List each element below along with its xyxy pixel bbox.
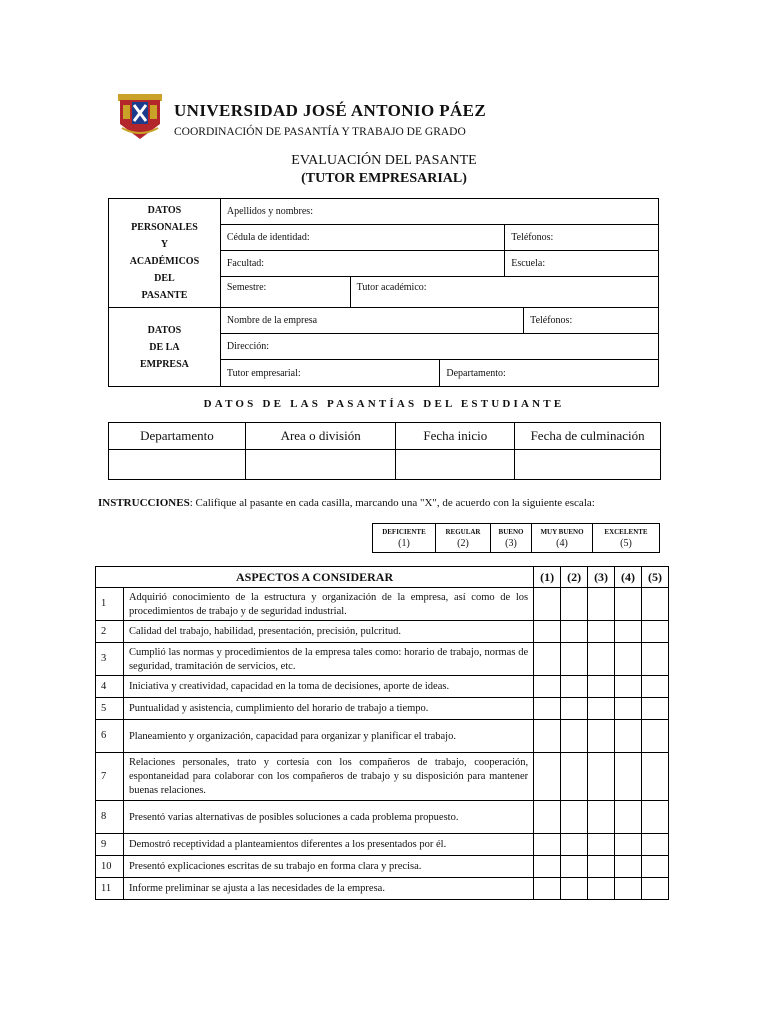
aspect-row [96,856,669,878]
col-start-date: Fecha inicio [396,423,515,450]
score-cell-2[interactable] [561,643,588,676]
aspect-number: 7 [96,753,124,801]
score-cell-3[interactable] [588,753,615,801]
instructions-label: INSTRUCCIONES [98,497,190,509]
score-cell-4[interactable] [615,621,642,643]
score-cell-4[interactable] [615,676,642,698]
internship-data-table [108,422,661,480]
score-cell-1[interactable] [534,753,561,801]
score-cell-3[interactable] [588,878,615,900]
aspect-number: 2 [96,621,124,643]
scale-deficiente: DEFICIENTE (1) [373,524,436,553]
university-name: UNIVERSIDAD JOSÉ ANTONIO PÁEZ [174,101,487,120]
score-cell-1[interactable] [534,676,561,698]
score-cell-1[interactable] [534,588,561,621]
personal-section-label: DATOS PERSONALES Y ACADÉMICOS DEL PASANTE [109,199,221,308]
score-cell-2[interactable] [561,856,588,878]
score-cell-5[interactable] [642,878,669,900]
score-cell-2[interactable] [561,720,588,753]
aspect-text: Planeamiento y organización, capacidad para organizar y planificar el trabajo. [123,720,533,753]
scale-muy-bueno: MUY BUENO (4) [532,524,593,553]
aspect-number: 11 [96,878,124,900]
score-cell-4[interactable] [615,588,642,621]
business-tutor-field[interactable]: Tutor empresarial: [220,360,440,387]
instructions-text: : Califique al pasante en cada casilla, marcando una "X", de acuerdo con la siguiente escala: [189,497,595,509]
col-department: Departamento [109,423,246,450]
aspect-text: Calidad del trabajo, habilidad, presentación, precisión, pulcritud. [123,621,533,643]
score-cell-1[interactable] [534,834,561,856]
score-cell-3[interactable] [588,834,615,856]
score-cell-1[interactable] [534,801,561,834]
score-header-5: (5) [642,567,669,588]
student-company-data-table [108,198,659,387]
aspect-row [96,878,669,900]
instructions [98,497,595,509]
score-header-1: (1) [534,567,561,588]
score-cell-5[interactable] [642,720,669,753]
score-cell-4[interactable] [615,643,642,676]
start-date-input-cell[interactable] [396,450,515,480]
aspect-row [96,720,669,753]
score-cell-3[interactable] [588,621,615,643]
aspect-text: Demostró receptividad a planteamientos diferentes a los presentados por él. [123,834,533,856]
aspect-number: 6 [96,720,124,753]
faculty-field[interactable]: Facultad: [220,251,504,277]
score-cell-3[interactable] [588,643,615,676]
score-cell-2[interactable] [561,801,588,834]
score-cell-4[interactable] [615,801,642,834]
aspect-text: Iniciativa y creatividad, capacidad en la toma de decisiones, aporte de ideas. [123,676,533,698]
department-input-cell[interactable] [109,450,246,480]
document-title: EVALUACIÓN DEL PASANTE [291,153,477,168]
aspect-row [96,588,669,621]
score-cell-5[interactable] [642,676,669,698]
university-crest [116,91,164,141]
score-cell-2[interactable] [561,621,588,643]
score-cell-3[interactable] [588,588,615,621]
score-cell-1[interactable] [534,643,561,676]
aspects-header: ASPECTOS A CONSIDERAR [96,567,534,588]
score-cell-3[interactable] [588,698,615,720]
document-subtitle: (TUTOR EMPRESARIAL) [301,171,467,186]
company-address-field[interactable]: Dirección: [220,334,658,360]
academic-tutor-field[interactable]: Tutor académico: [350,277,658,308]
rating-scale [372,523,660,553]
aspect-row [96,753,669,801]
end-date-input-cell[interactable] [515,450,661,480]
internship-section-title: DATOS DE LAS PASANTÍAS DEL ESTUDIANTE [203,398,565,410]
score-cell-3[interactable] [588,856,615,878]
aspect-number: 1 [96,588,124,621]
score-header-4: (4) [615,567,642,588]
aspect-text: Relaciones personales, trato y cortesía con los compañeros de trabajo, cooperación, espontaneidad para colaborar con los compañeros de trabajo y su disposición para mantener buenas relaciones. [123,753,533,801]
full-name-field[interactable]: Apellidos y nombres: [220,199,658,225]
coordination-name: COORDINACIÓN DE PASANTÍA Y TRABAJO DE GRADO [174,126,466,138]
aspect-text: Puntualidad y asistencia, cumplimiento del horario de trabajo a tiempo. [123,698,533,720]
aspect-number: 4 [96,676,124,698]
company-name-field[interactable]: Nombre de la empresa [220,308,523,334]
aspect-number: 5 [96,698,124,720]
school-field[interactable]: Escuela: [505,251,659,277]
score-cell-5[interactable] [642,753,669,801]
aspects-table [95,566,669,900]
aspect-row [96,621,669,643]
aspect-text: Cumplió las normas y procedimientos de la empresa tales como: horario de trabajo, normas de seguridad, tramitación de servicios, etc. [123,643,533,676]
score-header-2: (2) [561,567,588,588]
score-cell-4[interactable] [615,834,642,856]
aspect-row [96,834,669,856]
score-cell-3[interactable] [588,720,615,753]
score-cell-1[interactable] [534,878,561,900]
score-cell-2[interactable] [561,698,588,720]
aspect-number: 8 [96,801,124,834]
aspect-row [96,643,669,676]
score-cell-4[interactable] [615,698,642,720]
score-cell-5[interactable] [642,621,669,643]
score-cell-5[interactable] [642,801,669,834]
aspect-text: Informe preliminar se ajusta a las necesidades de la empresa. [123,878,533,900]
aspect-number: 9 [96,834,124,856]
score-cell-3[interactable] [588,676,615,698]
score-cell-2[interactable] [561,753,588,801]
score-cell-5[interactable] [642,698,669,720]
aspect-row [96,801,669,834]
semester-field[interactable]: Semestre: [220,277,350,308]
aspect-text: Presentó explicaciones escritas de su trabajo en forma clara y precisa. [123,856,533,878]
score-cell-2[interactable] [561,834,588,856]
score-cell-2[interactable] [561,588,588,621]
score-cell-1[interactable] [534,698,561,720]
area-input-cell[interactable] [245,450,396,480]
scale-bueno: BUENO (3) [491,524,532,553]
score-header-3: (3) [588,567,615,588]
aspect-text: Adquirió conocimiento de la estructura y organización de la empresa, así como de los procedimientos de trabajo y de seguridad industrial. [123,588,533,621]
score-cell-5[interactable] [642,856,669,878]
company-department-field[interactable]: Departamento: [440,360,659,387]
company-section-label: DATOS DE LA EMPRESA [109,308,221,387]
score-cell-1[interactable] [534,720,561,753]
score-cell-4[interactable] [615,878,642,900]
score-cell-4[interactable] [615,720,642,753]
col-area: Area o división [245,423,396,450]
score-cell-2[interactable] [561,676,588,698]
company-phone-field[interactable]: Teléfonos: [524,308,659,334]
id-card-field[interactable]: Cédula de identidad: [220,225,504,251]
scale-regular: REGULAR (2) [436,524,491,553]
score-cell-2[interactable] [561,878,588,900]
aspect-row [96,676,669,698]
score-cell-4[interactable] [615,856,642,878]
student-phone-field[interactable]: Teléfonos: [505,225,659,251]
score-cell-1[interactable] [534,621,561,643]
scale-excelente: EXCELENTE (5) [593,524,660,553]
score-cell-5[interactable] [642,643,669,676]
aspect-number: 3 [96,643,124,676]
score-cell-5[interactable] [642,588,669,621]
score-cell-1[interactable] [534,856,561,878]
score-cell-4[interactable] [615,753,642,801]
aspect-text: Presentó varias alternativas de posibles soluciones a cada problema propuesto. [123,801,533,834]
score-cell-5[interactable] [642,834,669,856]
score-cell-3[interactable] [588,801,615,834]
col-end-date: Fecha de culminación [515,423,661,450]
aspect-row [96,698,669,720]
aspect-number: 10 [96,856,124,878]
